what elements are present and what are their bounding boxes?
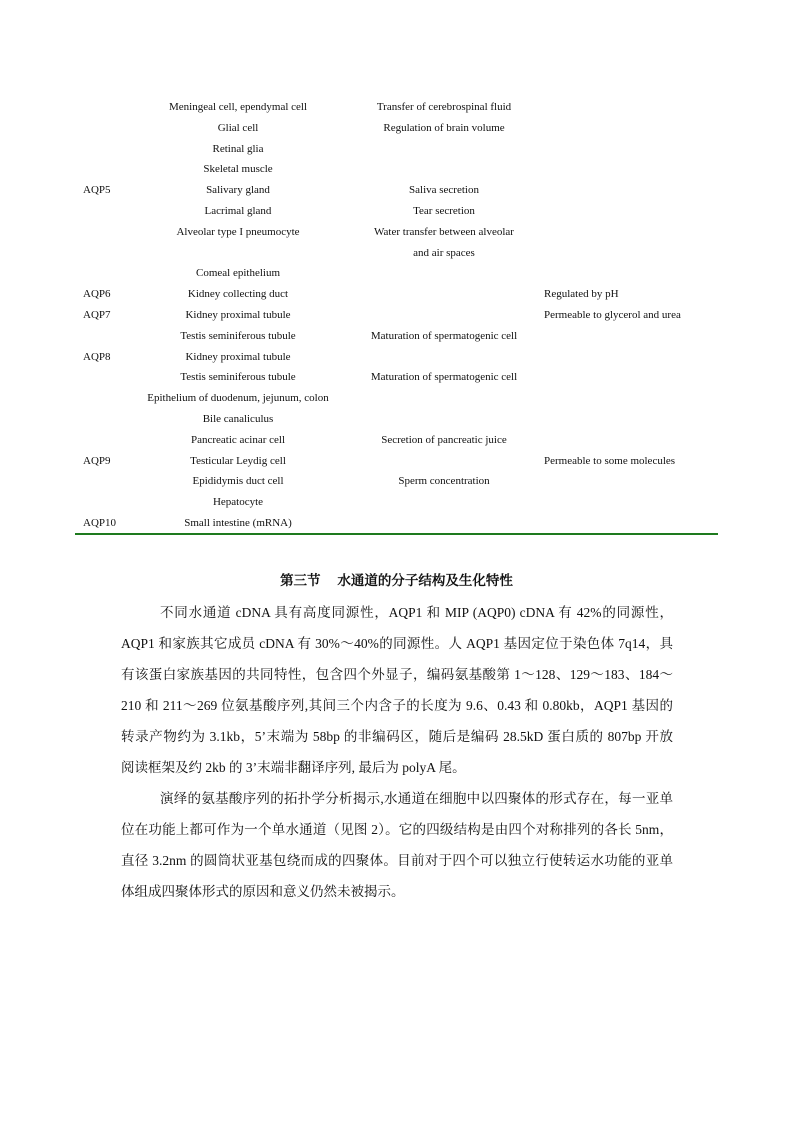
aquaporin-distribution-table xyxy=(0,97,793,534)
cell-function: Maturation of spermatogenic cell xyxy=(370,371,518,384)
cell-function: Tear secretion xyxy=(413,204,475,217)
cell-tissue-cell: Alveolar type I pneumocyte xyxy=(176,225,300,238)
cell-aquaporin-name: AQP10 xyxy=(83,516,117,529)
paragraph-line: AQP1 和家族其它成员 cDNA 有 30%～40%的同源性。人 AQP1 基因定位于染色体 7q14，具 xyxy=(121,636,673,651)
cell-tissue-cell: Testis seminiferous tubule xyxy=(180,329,296,342)
cell-tissue-cell: Hepatocyte xyxy=(212,496,264,509)
cell-aquaporin-name: AQP9 xyxy=(83,454,111,467)
cell-tissue-cell: Epithelium of duodenum, jejunum, colon xyxy=(147,392,329,405)
cell-aquaporin-name: AQP8 xyxy=(83,350,111,363)
paragraph-line: 不同水通道 cDNA 具有高度同源性，AQP1 和 MIP (AQP0) cDNA 有 42%的同源性， xyxy=(160,605,673,620)
table-row xyxy=(0,347,793,368)
cell-function: Saliva secretion xyxy=(409,184,479,197)
paragraph-line: 转录产物约为 3.1kb，5’末端为 58bp 的非编码区，随后是编码 28.5kD 蛋白质的 807bp 开放 xyxy=(121,729,673,744)
cell-tissue-cell: Skeletal muscle xyxy=(203,163,273,176)
table-row xyxy=(0,492,793,513)
cell-tissue-cell: Testis seminiferous tubule xyxy=(180,371,296,384)
cell-tissue-cell: Testicular Leydig cell xyxy=(190,454,286,467)
table-row xyxy=(0,243,793,264)
cell-function: Secretion of pancreatic juice xyxy=(381,433,507,446)
cell-tissue-cell: Bile canaliculus xyxy=(202,412,274,425)
table-row xyxy=(0,118,793,139)
paragraph-line: 体组成四聚体形式的原因和意义仍然未被揭示。 xyxy=(121,884,405,899)
section-heading: 第三节 水通道的分子结构及生化特性 xyxy=(280,573,513,588)
table-row xyxy=(0,367,793,388)
cell-function: and air spaces xyxy=(413,246,475,259)
table-bottom-rule xyxy=(75,533,718,535)
table-row xyxy=(0,409,793,430)
table-row xyxy=(0,263,793,284)
cell-tissue-cell: Retinal glia xyxy=(212,142,264,155)
table-row xyxy=(0,451,793,472)
cell-function: Water transfer between alveolar xyxy=(374,225,514,238)
table-row xyxy=(0,139,793,160)
cell-tissue-cell: Epididymis duct cell xyxy=(192,475,284,488)
cell-aquaporin-name: AQP7 xyxy=(83,308,111,321)
cell-property: Permeable to glycerol and urea xyxy=(544,308,681,321)
cell-tissue-cell: Kidney proximal tubule xyxy=(185,308,291,321)
table-row xyxy=(0,180,793,201)
cell-tissue-cell: Kidney collecting duct xyxy=(187,288,289,301)
cell-tissue-cell: Pancreatic acinar cell xyxy=(190,433,286,446)
cell-tissue-cell: Meningeal cell, ependymal cell xyxy=(168,101,308,113)
table-row xyxy=(0,222,793,243)
paragraph-line: 阅读框架及约 2kb 的 3’末端非翻译序列, 最后为 polyA 尾。 xyxy=(121,760,466,775)
table-row xyxy=(0,201,793,222)
paragraph-line: 位在功能上都可作为一个单水通道（见图 2）。它的四级结构是由四个对称排列的各长 5nm， xyxy=(121,822,673,837)
cell-function: Maturation of spermatogenic cell xyxy=(370,329,518,342)
table-row xyxy=(0,513,793,534)
cell-tissue-cell: Lacrimal gland xyxy=(204,204,272,217)
table-row xyxy=(0,471,793,492)
cell-tissue-cell: Glial cell xyxy=(217,121,259,134)
cell-tissue-cell: Salivary gland xyxy=(206,184,270,197)
table-row xyxy=(0,284,793,305)
cell-tissue-cell: Kidney proximal tubule xyxy=(185,350,291,363)
cell-function: Sperm concentration xyxy=(398,475,490,488)
table-row xyxy=(0,97,793,118)
cell-aquaporin-name: AQP6 xyxy=(83,288,111,301)
cell-tissue-cell: Small intestine (mRNA) xyxy=(184,516,292,529)
cell-aquaporin-name: AQP5 xyxy=(83,184,111,197)
paragraph-1 xyxy=(121,597,673,783)
cell-function: Transfer of cerebrospinal fluid xyxy=(376,101,512,113)
table-row xyxy=(0,388,793,409)
cell-function: Regulation of brain volume xyxy=(383,121,505,134)
table-row xyxy=(0,305,793,326)
paragraph-2 xyxy=(121,783,673,907)
cell-property: Permeable to some molecules xyxy=(544,454,676,467)
cell-property: Regulated by pH xyxy=(544,288,619,301)
table-row xyxy=(0,430,793,451)
paragraph-line: 210 和 211～269 位氨基酸序列,其间三个内含子的长度为 9.6、0.43 和 0.80kb，AQP1 基因的 xyxy=(121,698,673,713)
table-row xyxy=(0,326,793,347)
paragraph-line: 有该蛋白家族基因的共同特性，包含四个外显子，编码氨基酸第 1～128、129～183、184～ xyxy=(121,667,673,682)
paragraph-line: 直径 3.2nm 的圆筒状亚基包绕而成的四聚体。目前对于四个可以独立行使转运水功能的亚单 xyxy=(121,853,673,868)
cell-tissue-cell: Comeal epithelium xyxy=(195,267,280,280)
table-row xyxy=(0,159,793,180)
paragraph-line: 演绎的氨基酸序列的拓扑学分析揭示,水通道在细胞中以四聚体的形式存在，每一亚单 xyxy=(160,791,673,806)
